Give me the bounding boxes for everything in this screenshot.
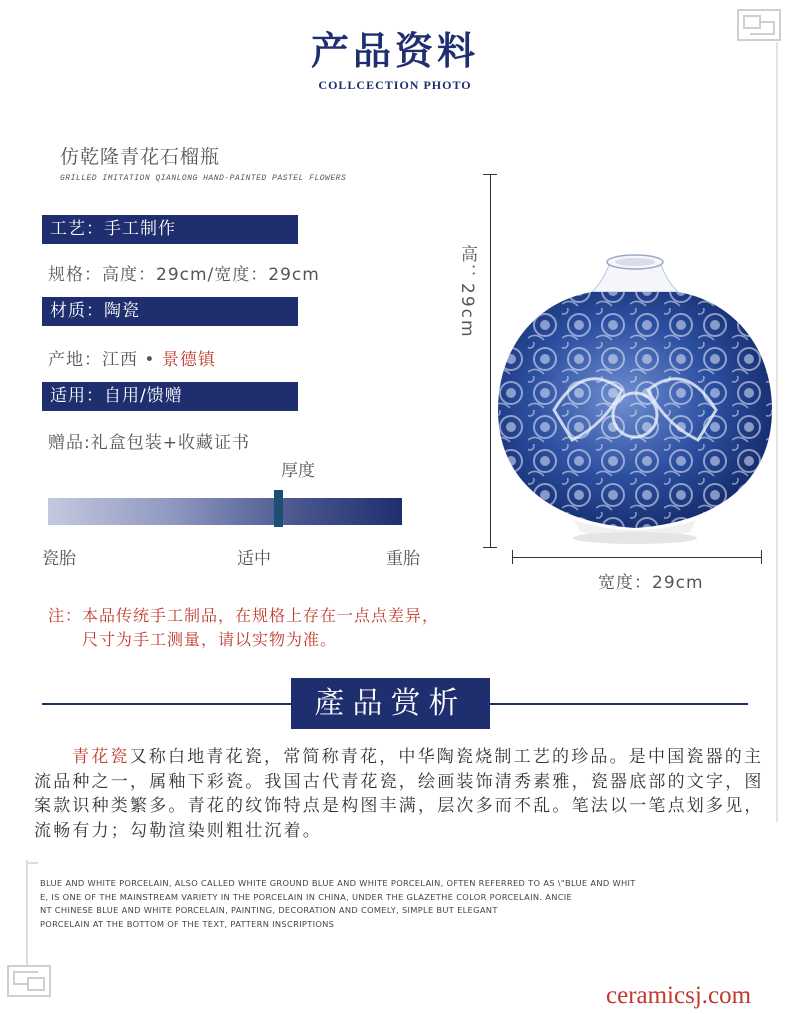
thickness-label-heavy: 重胎 [386,549,420,569]
width-dimension-line [512,557,762,558]
en-line-3: NT CHINESE BLUE AND WHITE PORCELAIN, PAINTING, DECORATION AND COMELY, SIMPLE BUT ELEGANT [40,905,498,915]
thickness-marker [274,490,283,527]
analysis-text: 又称白地青花瓷，常简称青花，中华陶瓷烧制工艺的珍品。是中国瓷器的主流品种之一，属釉下彩瓷。我国古代青花瓷，绘画装饰清秀素雅，瓷器底部的文字，图案款识种类繁多。青花的纹饰特点是构图丰满，层次多而不乱。笔法以一笔点划多见，流畅有力；勾勒渲染则粗壮沉着。 [34,747,764,841]
thickness-gradient-bar [48,498,402,525]
note-line-2: 尺寸为手工测量，请以实物为准。 [82,630,338,649]
width-label: 宽度：29cm [598,573,704,593]
product-name-en: GRILLED IMITATION QIANLONG HAND-PAINTED PASTEL FLOWERS [60,174,347,183]
analysis-title: 產品赏析 [291,678,490,729]
analysis-description-en [40,877,700,931]
left-border-line [26,860,28,966]
en-line-4: PORCELAIN AT THE BOTTOM OF THE TEXT, PATTERN INSCRIPTIONS [40,918,335,929]
left-border-tick [26,862,38,864]
page-subtitle: COLLCECTION PHOTO [318,78,472,92]
width-dimension-tick-left [512,550,513,564]
right-border-line [776,42,778,822]
thickness-label-thin: 瓷胎 [42,549,76,569]
origin-label: 产地：江西 • [48,350,156,370]
analysis-description [34,745,764,843]
material-bar: 材质：陶瓷 [42,297,298,326]
watermark: ceramicsj.com [606,982,752,1009]
size-spec: 规格：高度：29cm/宽度：29cm [48,265,320,285]
page-title: 产品资料 [310,28,479,73]
vase-image [494,240,776,550]
usage-bar: 适用：自用/馈赠 [42,382,298,411]
highlight-term: 青花瓷 [72,747,130,767]
corner-ornament-top-right [736,8,782,42]
width-dimension-tick-right [761,550,762,564]
height-label: 高：29cm [457,245,477,339]
section-rule-left [42,703,292,705]
origin-city: 景德镇 [161,350,216,370]
thickness-title: 厚度 [281,461,315,481]
origin-spec [48,345,216,370]
en-line-1: BLUE AND WHITE PORCELAIN, ALSO CALLED WHITE GROUND BLUE AND WHITE PORCELAIN, OFTEN REFERRED TO AS \"BLUE AND WHIT [40,878,636,888]
craft-bar: 工艺：手工制作 [42,215,298,244]
height-dimension-tick-top [483,174,497,175]
section-rule-right [490,703,748,705]
gift-spec: 赠品:礼盒包装+收藏证书 [48,433,250,453]
thickness-label-medium: 适中 [237,549,271,569]
corner-ornament-bottom-left [6,964,52,998]
en-line-2: E, IS ONE OF THE MAINSTREAM VARIETY IN THE PORCELAIN IN CHINA, UNDER THE GLAZETHE COLOR PORCELAIN. ANCIE [40,891,573,902]
height-dimension-line [490,174,491,548]
product-name: 仿乾隆青花石榴瓶 [60,146,221,168]
note-line-1: 注：本品传统手工制品，在规格上存在一点点差异， [48,606,440,625]
